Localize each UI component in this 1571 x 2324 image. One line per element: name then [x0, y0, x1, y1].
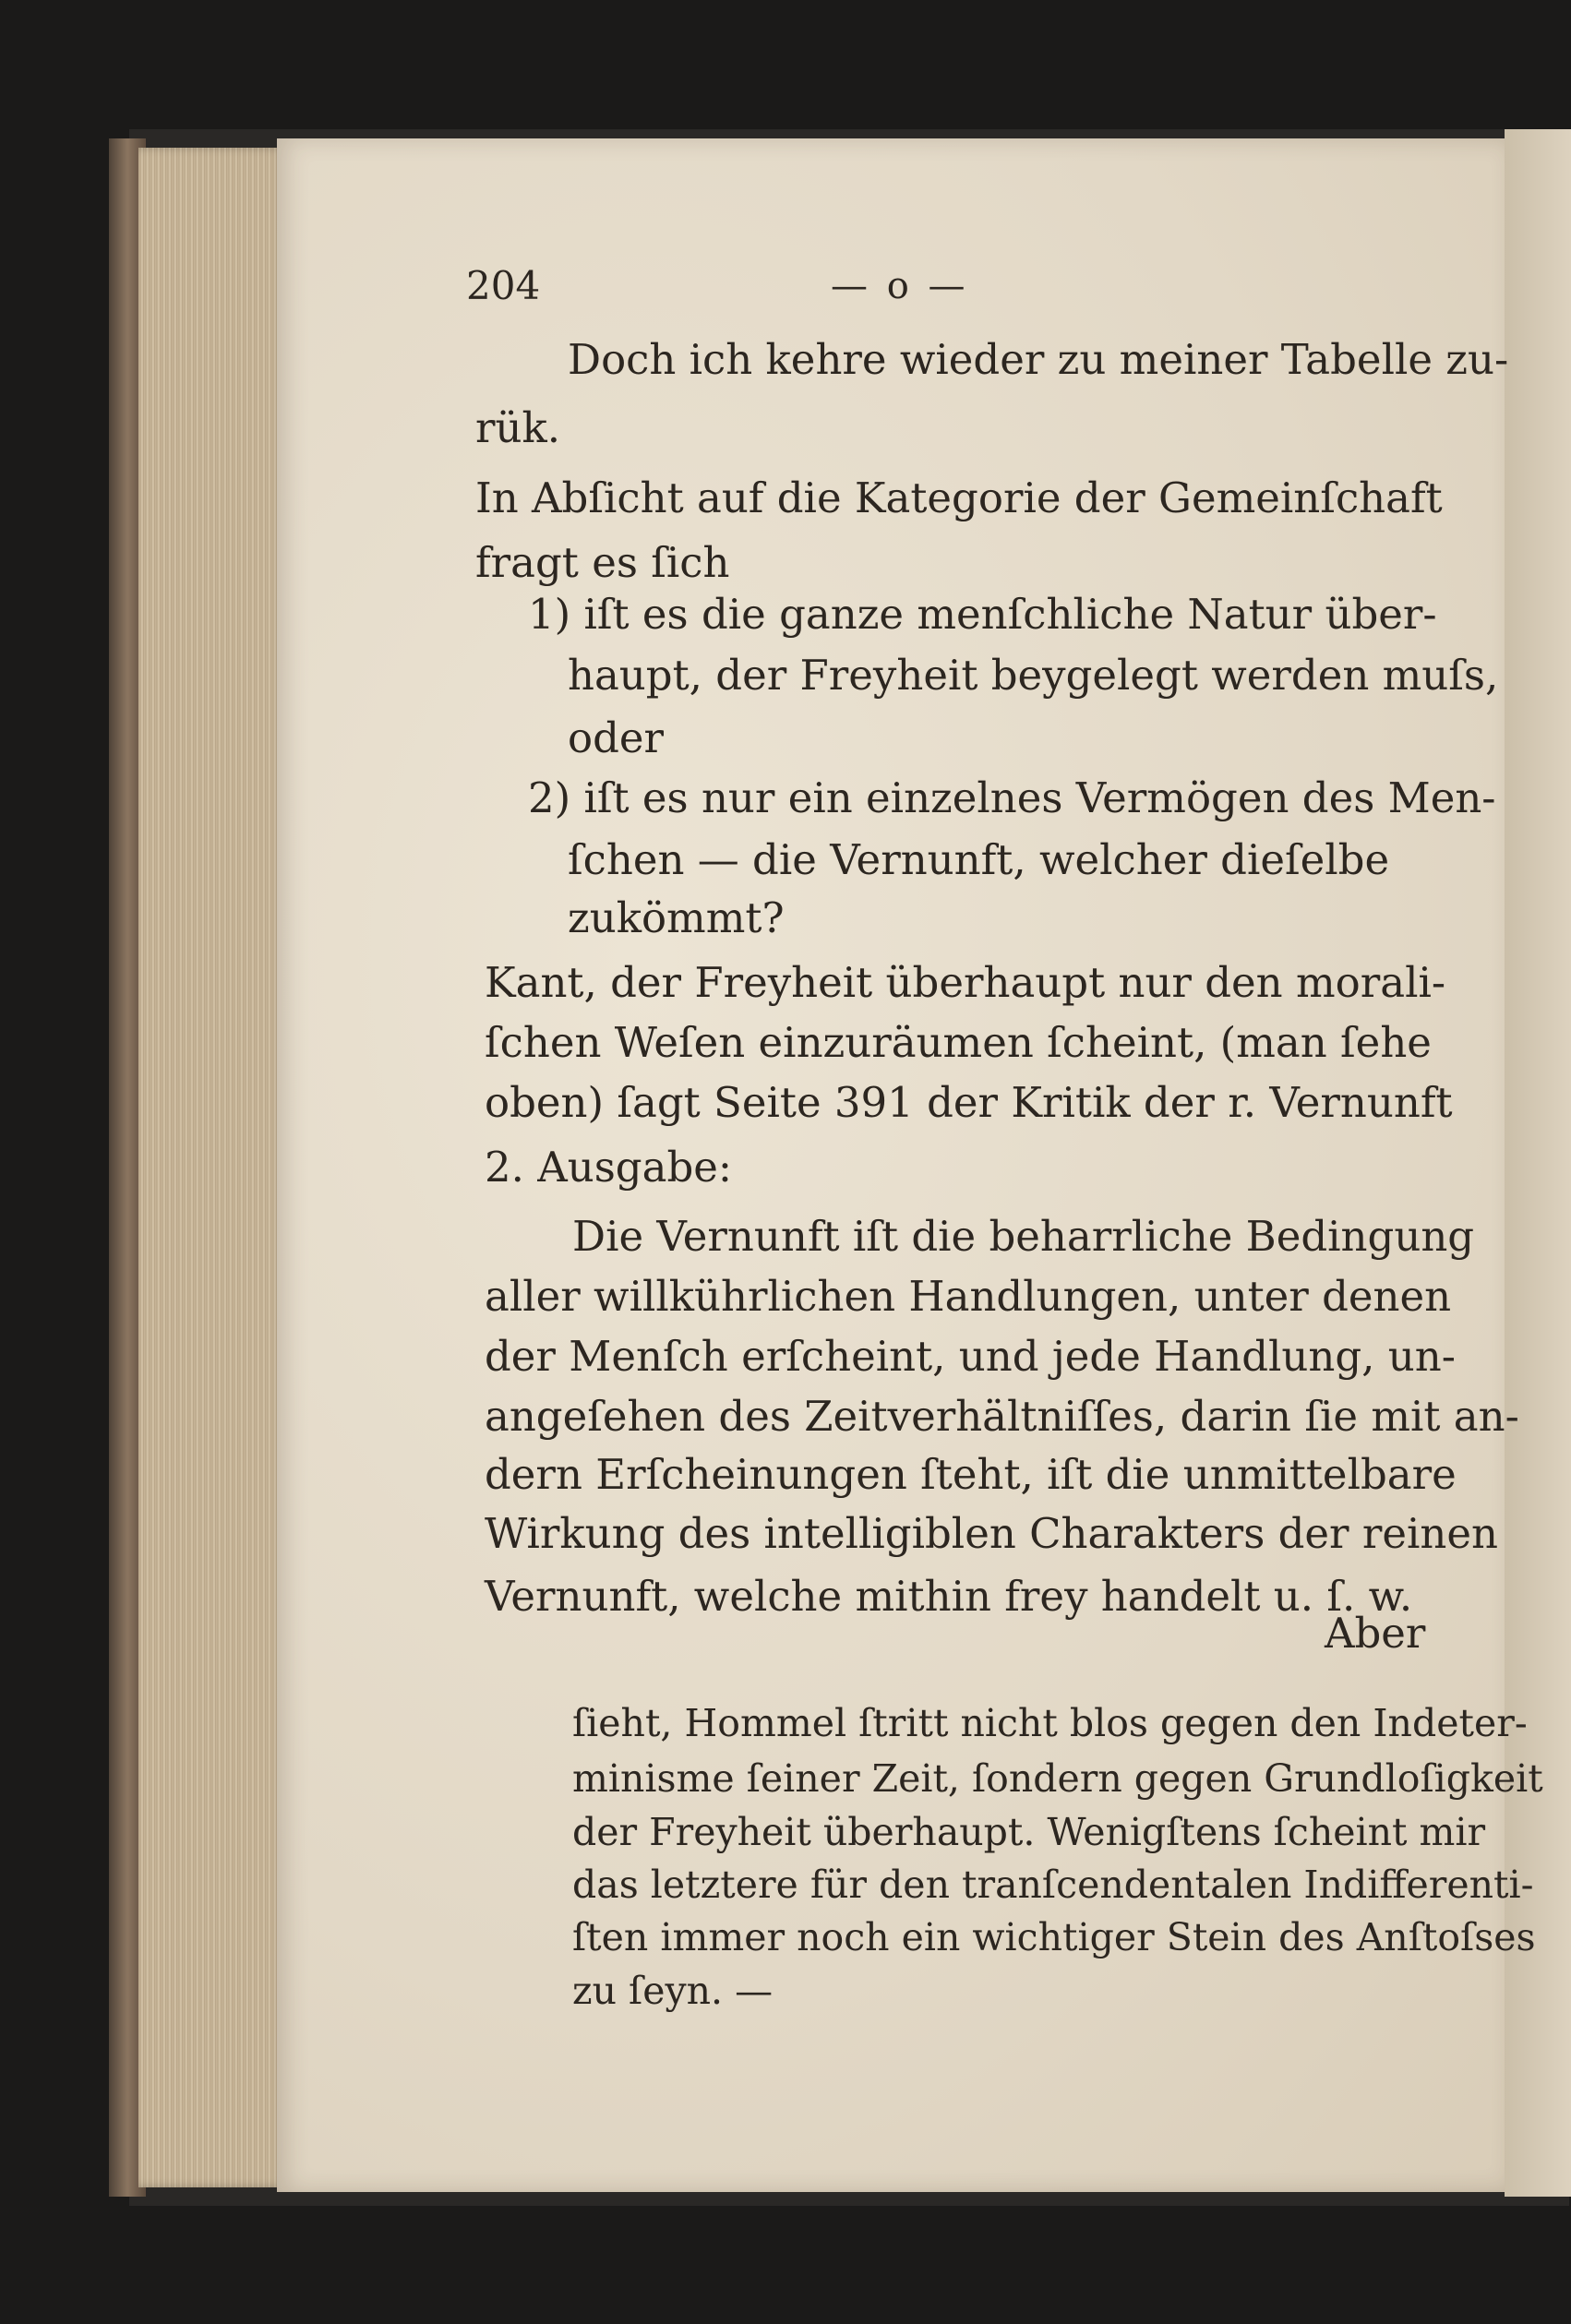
text-line: fragt es ſich — [475, 538, 730, 587]
footnote-line: der Freyheit überhaupt. Wenigſtens ſcheint mir — [572, 1810, 1486, 1854]
text-line: haupt, der Freyheit beygelegt werden muſs, — [568, 651, 1499, 700]
footnote-line: zu ſeyn. — — [572, 1969, 774, 2013]
text-line: 2. Ausgabe: — [485, 1143, 733, 1192]
text-line: aller willkührlichen Handlungen, unter denen — [485, 1272, 1452, 1321]
text-line: 1) iſt es die ganze menſchliche Natur über- — [528, 590, 1437, 639]
text-line: 2) iſt es nur ein einzelnes Vermögen des Men- — [528, 773, 1496, 822]
text-line: Vernunft, welche mithin frey handelt u. ſ. w. — [485, 1572, 1413, 1621]
text-line: Kant, der Freyheit überhaupt nur den morali- — [485, 958, 1446, 1007]
text-line: Die Vernunft iſt die beharrliche Bedingung — [572, 1212, 1475, 1261]
footnote-line: das letztere für den tranſcendentalen Indifferenti- — [572, 1863, 1534, 1907]
text-line: oben) ſagt Seite 391 der Kritik der r. Vernunft — [485, 1078, 1453, 1127]
text-line: zukömmt? — [568, 893, 785, 942]
text-line: oder — [568, 713, 665, 762]
page-edges — [138, 148, 286, 2187]
footnote-line: minisme ſeiner Zeit, ſondern gegen Grundloſigkeit — [572, 1756, 1543, 1801]
text-line: In Abſicht auf die Kategorie der Gemeinſchaft — [475, 473, 1443, 522]
page-number: 204 — [466, 263, 541, 308]
catchword: Aber — [1325, 1609, 1426, 1658]
text-line: angeſehen des Zeitverhältniſſes, darin ſie mit an- — [485, 1392, 1519, 1441]
text-line: Doch ich kehre wieder zu meiner Tabelle zu- — [568, 335, 1509, 384]
footnote-line: ſten immer noch ein wichtiger Stein des Anſtoſses — [572, 1915, 1536, 1959]
text-line: ſchen — die Vernunft, welcher dieſelbe — [568, 835, 1390, 884]
text-line: dern Erſcheinungen ſteht, iſt die unmittelbare — [485, 1450, 1457, 1499]
running-header — [466, 263, 1421, 318]
text-line: ſchen Weſen einzuräumen ſcheint, (man ſehe — [485, 1018, 1432, 1067]
header-ornament: — o — — [831, 265, 969, 307]
footnote-line: ſieht, Hommel ſtritt nicht blos gegen den Indeter- — [572, 1701, 1528, 1745]
text-line: rük. — [475, 403, 561, 452]
text-line: der Menſch erſcheint, und jede Handlung, un- — [485, 1332, 1456, 1381]
text-line: Wirkung des intelligiblen Charakters der reinen — [485, 1509, 1498, 1558]
